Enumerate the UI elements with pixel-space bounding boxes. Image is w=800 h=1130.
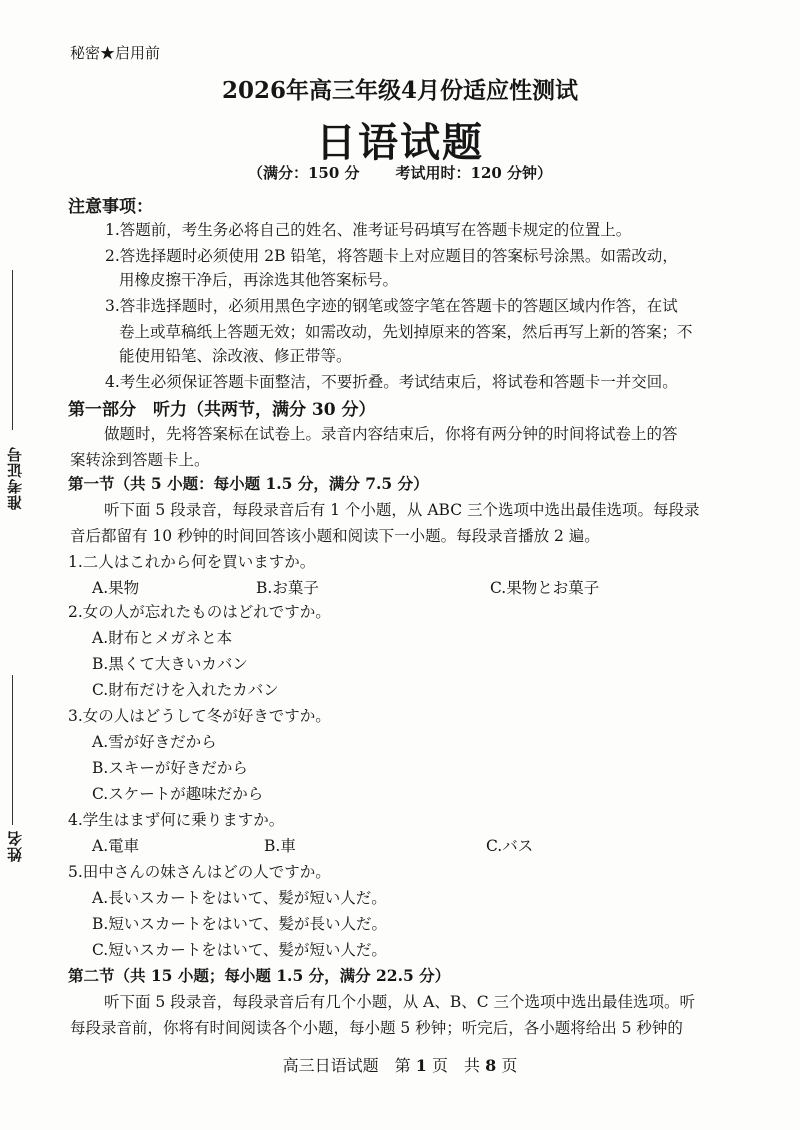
notice-line: 能使用铅笔、涂改液、修正带等。 [119,347,352,365]
exam-meta [0,162,800,183]
total-pages: 8 [485,1056,497,1075]
exam-number-label: 准考证号 [6,446,24,510]
section2-intro: 听下面 5 段录音，每段录音后有几个小题，从 A、B、C 三个选项中选出最佳选项。听 [104,993,696,1011]
page-footer: 高三日语试题 第 1 页 共 8 页 [282,1056,518,1075]
section2-intro: 每段录音前，你将有时间阅读各个小题，每小题 5 秒钟；听完后，各小题将给出 5 秒钟的 [70,1019,683,1037]
option: A.長いスカートをはいて、髪が短い人だ。 [92,889,387,907]
exam-time: 考试用时：120 分钟） [395,164,553,182]
name-line [12,675,13,825]
notice-line: 用橡皮擦干净后，再涂选其他答案标号。 [119,271,399,289]
option: A.果物 [92,579,140,597]
notice-line: 3.答非选择题时，必须用黑色字迹的钢笔或签字笔在答题卡的答题区域内作答，在试 [105,297,678,315]
option: A.電車 [92,837,140,855]
question-stem: 4.学生はまず何に乗りますか。 [68,811,285,829]
question-stem: 3.女の人はどうして冬が好きですか。 [68,707,331,725]
subject-title: 日语试题 [316,119,484,166]
notice-line: 2.答选择题时必须使用 2B 铅笔，将答题卡上对应题目的答案标号涂黑。如需改动， [105,247,678,265]
option: A.雪が好きだから [92,733,217,751]
exam-number-line [12,270,13,430]
part1-intro: 案转涂到答题卡上。 [70,451,210,469]
notice-line: 1.答题前，考生务必将自己的姓名、准考证号码填写在答题卡规定的位置上。 [105,221,632,239]
full-score: （满分：150 分 [247,164,360,182]
section2-heading: 第二节（共 15 小题；每小题 1.5 分，满分 22.5 分） [68,966,451,985]
option: C.バス [486,837,534,855]
page-number: 1 [415,1056,427,1075]
section1-heading: 第一节（共 5 小题：每小题 1.5 分，满分 7.5 分） [68,474,429,493]
notice-line: 4.考生必须保证答题卡面整洁，不要折叠。考试结束后，将试卷和答题卡一并交回。 [105,373,678,391]
option: B.お菓子 [256,579,319,597]
question-stem: 2.女の人が忘れたものはどれですか。 [68,603,331,621]
exam-title: 2026年高三年级4月份适应性测试 [221,77,579,104]
option: C.果物とお菓子 [490,579,600,597]
notice-line: 卷上或草稿纸上答题无效；如需改动，先划掉原来的答案，然后再写上新的答案；不 [119,323,693,341]
option: A.財布とメガネと本 [92,629,233,647]
option: B.車 [264,837,296,855]
option: B.黒くて大きいカバン [92,655,248,673]
name-label: 姓名 [6,830,24,862]
option: B.短いスカートをはいて、髪が長い人だ。 [92,915,388,933]
question-stem: 5.田中さんの妹さんはどの人ですか。 [68,863,331,881]
section1-intro: 音后都留有 10 秒钟的时间回答该小题和阅读下一小题。每段录音播放 2 遍。 [70,527,600,545]
option: C.短いスカートをはいて、髪が短い人だ。 [92,941,387,959]
option: B.スキーが好きだから [92,759,248,777]
confidential-label: 秘密★启用前 [70,44,161,62]
option: C.財布だけを入れたカバン [92,681,279,699]
part1-intro: 做题时，先将答案标在试卷上。录音内容结束后，你将有两分钟的时间将试卷上的答 [104,425,678,443]
question-stem: 1.二人はこれから何を買いますか。 [68,553,316,571]
notice-heading: 注意事项： [68,197,153,217]
section1-intro: 听下面 5 段录音，每段录音后有 1 个小题，从 ABC 三个选项中选出最佳选项。每段录 [104,501,700,519]
option: C.スケートが趣味だから [92,785,264,803]
part1-heading: 第一部分 听力（共两节，满分 30 分） [68,400,376,420]
